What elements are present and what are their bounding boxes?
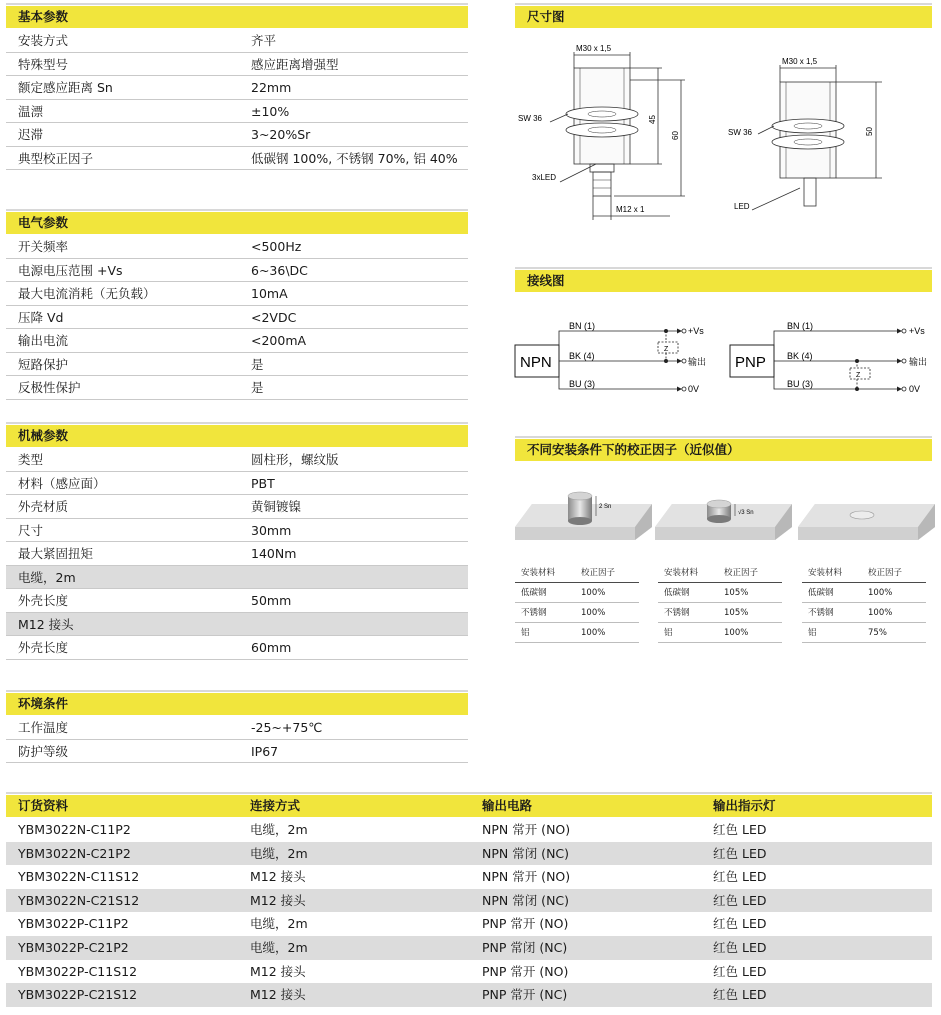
- cell-indicator: 红色 LED: [713, 869, 767, 885]
- spec-value: PBT: [251, 475, 275, 491]
- pnp-bu-label: BU (3): [787, 379, 814, 389]
- spec-key: 开关频率: [18, 239, 69, 254]
- mark-2sn: 2 Sn: [599, 504, 612, 510]
- cell-connection: 电缆，2m: [250, 845, 308, 861]
- cell-model: YBM3022P-C11P2: [18, 916, 129, 932]
- spec-row: [6, 636, 468, 660]
- npn-z-label: Z: [664, 346, 669, 353]
- npn-vs-label: +Vs: [688, 326, 704, 336]
- spec-value: 感应距离增强型: [251, 56, 339, 72]
- cell-indicator: 红色 LED: [713, 822, 767, 837]
- cell-connection: M12 接头: [250, 892, 306, 908]
- cell-output: NPN 常开 (NO): [482, 869, 571, 885]
- dimension-drawing: [510, 40, 935, 230]
- cell-factor: 105%: [724, 588, 749, 598]
- spec-key: 工作温度: [18, 720, 69, 735]
- spec-value: 3~20%Sr: [251, 127, 311, 142]
- spec-key: 压降 Vd: [18, 309, 64, 325]
- spec-row: [6, 282, 468, 306]
- cell-material: 不锈钢: [808, 608, 834, 618]
- spec-row: [6, 29, 468, 53]
- cell-material: 低碳钢: [808, 588, 834, 598]
- dim-sw-label-2: SW 36: [728, 128, 753, 137]
- mark-sqrt3sn: √3 Sn: [738, 510, 754, 516]
- table-row: [658, 583, 782, 603]
- spec-key: 外壳长度: [18, 593, 69, 608]
- spec-value: 齐平: [251, 33, 277, 48]
- basic-section-header: 基本参数: [6, 6, 468, 28]
- spec-row: [6, 542, 468, 566]
- spec-key: 最大电流消耗（无负载）: [18, 286, 156, 301]
- order-row: [6, 818, 932, 842]
- col-factor: 校正因子: [724, 568, 759, 578]
- cell-material: 铝: [521, 628, 530, 638]
- order-row: [6, 936, 932, 960]
- spec-subheading-row: [6, 613, 468, 637]
- table-row: [658, 603, 782, 623]
- table-header-row: [515, 563, 639, 583]
- spec-row: [6, 53, 468, 77]
- spec-key: 特殊型号: [18, 56, 69, 72]
- header-output-circuit: 输出电路: [482, 798, 533, 813]
- cell-material: 铝: [664, 628, 673, 638]
- spec-value: <200mA: [251, 333, 307, 348]
- pnp-z-label: Z: [856, 372, 861, 379]
- table-row: [802, 583, 926, 603]
- cell-output: NPN 常开 (NO): [482, 822, 571, 837]
- spec-row: [6, 235, 468, 259]
- table-header-row: [802, 563, 926, 583]
- environment-section-header: 环境条件: [6, 693, 468, 715]
- pnp-vs-label: +Vs: [909, 326, 925, 336]
- cell-indicator: 红色 LED: [713, 987, 767, 1003]
- dim-60-label: 60: [671, 131, 680, 140]
- cell-material: 不锈钢: [664, 608, 690, 618]
- mechanical-section-header: 机械参数: [6, 425, 468, 447]
- spec-value: 50mm: [251, 593, 292, 608]
- cell-output: PNP 常闭 (NC): [482, 940, 568, 955]
- spec-value: <500Hz: [251, 239, 302, 254]
- cell-model: YBM3022N-C11S12: [18, 869, 140, 885]
- spec-value: 低碳钢 100%, 不锈钢 70%, 铝 40%: [251, 150, 458, 166]
- spec-row: [6, 589, 468, 613]
- correction-table-embedded: [802, 563, 926, 643]
- pnp-out-label: 输出: [909, 357, 928, 367]
- spec-value: 6~36\DC: [251, 262, 308, 278]
- cell-connection: 电缆，2m: [250, 916, 308, 932]
- correction-section-header: 不同安装条件下的校正因子（近似值）: [515, 439, 932, 461]
- col-factor: 校正因子: [581, 568, 616, 578]
- header-order-info: 订货资料: [18, 798, 69, 813]
- cell-model: YBM3022P-C11S12: [18, 963, 138, 979]
- npn-bu-label: BU (3): [569, 379, 596, 389]
- dim-sw-label-1: SW 36: [518, 114, 543, 123]
- pnp-bk-label: BK (4): [787, 351, 813, 361]
- spec-row: [6, 353, 468, 377]
- spec-key: 材料（感应面）: [18, 475, 106, 491]
- cell-indicator: 红色 LED: [713, 963, 767, 979]
- cell-connection: M12 接头: [250, 987, 306, 1003]
- header-connection: 连接方式: [250, 798, 301, 813]
- cell-factor: 100%: [581, 588, 606, 598]
- spec-key: 防护等级: [18, 743, 69, 759]
- col-material: 安装材料: [521, 568, 556, 578]
- cell-connection: M12 接头: [250, 869, 306, 885]
- spec-row: [6, 123, 468, 147]
- spec-key: 短路保护: [18, 356, 69, 372]
- cell-model: YBM3022P-C21S12: [18, 987, 138, 1003]
- dimension-section-header: 尺寸图: [515, 6, 932, 28]
- cell-material: 低碳钢: [521, 588, 547, 598]
- spec-value: IP67: [251, 743, 279, 759]
- table-row: [802, 623, 926, 643]
- dim-45-label: 45: [648, 115, 657, 124]
- col-material: 安装材料: [808, 568, 843, 578]
- wiring-section-header: 接线图: [515, 270, 932, 292]
- spec-value: 60mm: [251, 640, 292, 655]
- npn-out-label: 输出: [688, 357, 707, 367]
- spec-key: 尺寸: [18, 522, 44, 538]
- table-row: [658, 623, 782, 643]
- spec-value: 圆柱形，螺纹版: [251, 452, 339, 467]
- table-row: [515, 623, 639, 643]
- spec-value: 黄铜镀镍: [251, 499, 302, 514]
- spec-key: 安装方式: [18, 33, 69, 48]
- spec-key: 电源电压范围 +Vs: [18, 262, 123, 278]
- cell-output: NPN 常闭 (NC): [482, 845, 570, 861]
- cell-output: NPN 常闭 (NC): [482, 892, 570, 908]
- dim-led-label-1: 3xLED: [532, 173, 557, 182]
- order-row: [6, 889, 932, 913]
- pnp-box-label: PNP: [735, 354, 766, 371]
- dim-50-label: 50: [865, 127, 874, 136]
- cell-material: 铝: [808, 628, 817, 638]
- table-row: [802, 603, 926, 623]
- spec-key: 典型校正因子: [18, 150, 94, 166]
- spec-key: 迟滞: [18, 127, 44, 142]
- spec-row: [6, 472, 468, 496]
- spec-row: [6, 147, 468, 171]
- cell-connection: 电缆，2m: [250, 940, 308, 955]
- cell-indicator: 红色 LED: [713, 845, 767, 861]
- spec-value: ±10%: [251, 103, 290, 119]
- cell-factor: 100%: [581, 608, 606, 618]
- spec-key: 输出电流: [18, 333, 69, 348]
- table-row: [515, 583, 639, 603]
- spec-value: <2VDC: [251, 309, 297, 325]
- spec-value: 140Nm: [251, 546, 297, 561]
- cell-indicator: 红色 LED: [713, 916, 767, 932]
- spec-row: [6, 76, 468, 100]
- cell-output: PNP 常开 (NO): [482, 916, 569, 932]
- spec-row: [6, 306, 468, 330]
- cell-indicator: 红色 LED: [713, 940, 767, 955]
- spec-key: 反极性保护: [18, 380, 81, 395]
- spec-value: 是: [251, 356, 264, 372]
- cell-factor: 100%: [868, 588, 893, 598]
- cell-connection: M12 接头: [250, 963, 306, 979]
- spec-key: 类型: [18, 452, 44, 467]
- cell-model: YBM3022N-C21S12: [18, 892, 140, 908]
- spec-row: [6, 100, 468, 124]
- cell-output: PNP 常开 (NC): [482, 987, 568, 1003]
- spec-key: 温漂: [18, 103, 44, 119]
- header-indicator: 输出指示灯: [713, 798, 776, 813]
- cell-indicator: 红色 LED: [713, 892, 767, 908]
- dim-thread-label-1: M30 x 1,5: [576, 44, 612, 53]
- spec-row: [6, 259, 468, 283]
- spec-key: M12 接头: [18, 616, 74, 632]
- cell-factor: 105%: [724, 608, 749, 618]
- col-material: 安装材料: [664, 568, 699, 578]
- npn-bk-label: BK (4): [569, 351, 595, 361]
- spec-key: 最大紧固扭矩: [18, 546, 94, 561]
- order-row: [6, 842, 932, 866]
- order-row: [6, 865, 932, 889]
- correction-table-flush: [515, 563, 639, 643]
- table-row: [515, 603, 639, 623]
- spec-row: [6, 448, 468, 472]
- cell-model: YBM3022N-C21P2: [18, 845, 131, 861]
- order-row: [6, 912, 932, 936]
- spec-subheading-row: [6, 566, 468, 590]
- spec-row: [6, 376, 468, 400]
- spec-value: 是: [251, 380, 264, 395]
- table-header-row: [658, 563, 782, 583]
- npn-box-label: NPN: [520, 354, 552, 371]
- dim-thread-label-2: M30 x 1,5: [782, 57, 818, 66]
- cell-material: 低碳钢: [664, 588, 690, 598]
- cell-factor: 100%: [581, 628, 606, 638]
- spec-row: [6, 716, 468, 740]
- cell-material: 不锈钢: [521, 608, 547, 618]
- pnp-bn-label: BN (1): [787, 321, 814, 331]
- cell-connection: 电缆，2m: [250, 822, 308, 837]
- order-table-header: [6, 795, 932, 817]
- spec-key: 额定感应距离 Sn: [18, 80, 113, 95]
- spec-value: 22mm: [251, 80, 292, 95]
- spec-row: [6, 519, 468, 543]
- spec-value: 10mA: [251, 286, 288, 301]
- mounting-illustrations: [512, 482, 937, 547]
- cell-output: PNP 常开 (NO): [482, 963, 569, 979]
- wiring-diagram: [512, 315, 937, 400]
- cell-factor: 75%: [868, 628, 887, 638]
- cell-factor: 100%: [724, 628, 749, 638]
- spec-key: 外壳长度: [18, 640, 69, 655]
- order-row: [6, 960, 932, 984]
- order-row: [6, 983, 932, 1007]
- spec-row: [6, 740, 468, 764]
- spec-key: 外壳材质: [18, 499, 69, 514]
- cell-model: YBM3022N-C11P2: [18, 822, 131, 837]
- spec-row: [6, 329, 468, 353]
- spec-key: 电缆，2m: [18, 569, 76, 585]
- cell-model: YBM3022P-C21P2: [18, 940, 129, 955]
- npn-bn-label: BN (1): [569, 321, 596, 331]
- col-factor: 校正因子: [868, 568, 903, 578]
- cell-factor: 100%: [868, 608, 893, 618]
- pnp-0v-label: 0V: [909, 384, 921, 394]
- spec-row: [6, 495, 468, 519]
- dim-led-label-2: LED: [734, 202, 750, 211]
- spec-value: 30mm: [251, 522, 292, 538]
- npn-0v-label: 0V: [688, 384, 700, 394]
- electrical-section-header: 电气参数: [6, 212, 468, 234]
- correction-table-raised: [658, 563, 782, 643]
- spec-value: -25~+75℃: [251, 720, 323, 735]
- dim-m12-label: M12 x 1: [616, 205, 645, 214]
